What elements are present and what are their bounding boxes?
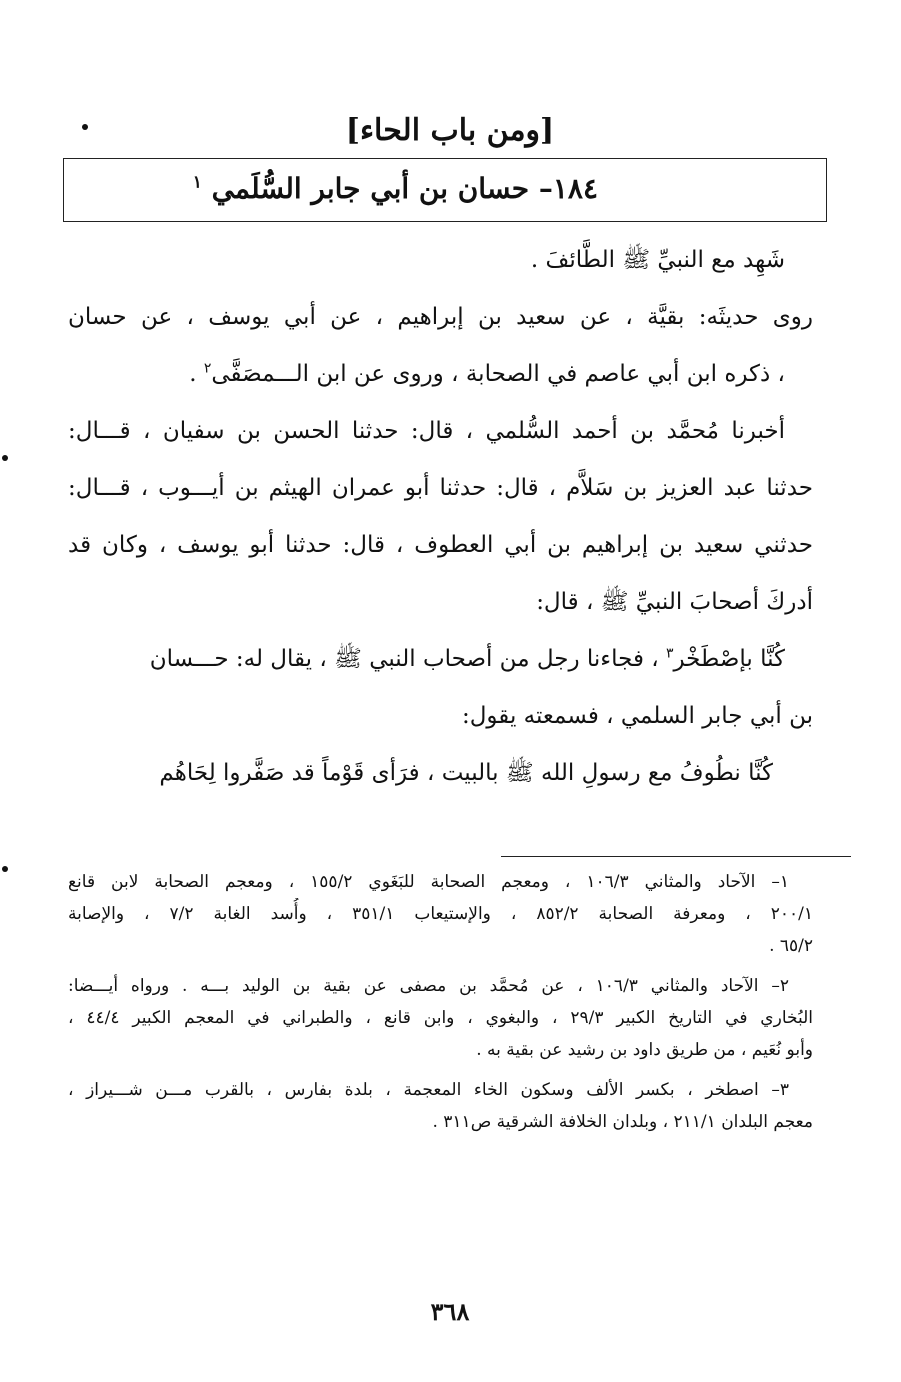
body-line-text: ، ذكره ابن أبي عاصم في الصحابة ، وروى عن ابن الـــمصَفَّى bbox=[211, 361, 785, 387]
body-line: كُنَّا نطُوفُ مع رسولِ الله ﷺ بالبيت ، فرَأى قَوْماً قد صَفَّروا لِحَاهُم bbox=[159, 760, 773, 786]
footnotes bbox=[68, 866, 813, 1138]
body-line: أدركَ أصحابَ النبيِّ ﷺ ، قال: bbox=[536, 589, 813, 615]
footnote-ref-2: ٢ bbox=[203, 360, 212, 377]
entry-footnote-ref: ١ bbox=[192, 171, 202, 192]
footnote-divider bbox=[501, 856, 851, 857]
footnote-line: معجم البلدان ٢١١/١ ، وبلدان الخلافة الشرقية ص٣١١ . bbox=[432, 1112, 813, 1132]
footnote-ref-3: ٣ bbox=[666, 645, 674, 662]
margin-dot-right-2 bbox=[2, 866, 8, 872]
margin-dot-top bbox=[82, 124, 88, 130]
body-line: بن أبي جابر السلمي ، فسمعته يقول: bbox=[461, 703, 813, 729]
entry-title bbox=[193, 167, 598, 211]
margin-dot-right-1 bbox=[2, 455, 8, 461]
page-number: ٣٦٨ bbox=[430, 1297, 470, 1326]
body-line: شَهِد مع النبيِّ ﷺ الطَّائفَ . bbox=[530, 247, 785, 273]
body-line: أخبرنا مُحمَّد بن أحمد السُّلمي ، قال: حدثنا الحسن بن سفيان ، قـــال: bbox=[68, 418, 785, 444]
body-line-tail: ، فجاءنا رجل من أصحاب النبي ﷺ ، يقال له: حـــسان bbox=[149, 646, 659, 672]
footnote-line: ٦٥/٢ . bbox=[769, 936, 813, 956]
body-line: حدثنا عبد العزيز بن سَلاَّم ، قال: حدثنا أبو عمران الهيثم بن أيـــوب ، قـــال: bbox=[68, 475, 813, 501]
body-line bbox=[68, 346, 813, 403]
body-line bbox=[68, 631, 813, 688]
entry-title-box bbox=[63, 158, 827, 222]
footnote-line: البُخاري في التاريخ الكبير ٢٩/٣ ، والبغوي ، وابن قانع ، والطبراني في المعجم الكبير ٤٤/٤ ، bbox=[68, 1008, 813, 1028]
body-line: حدثني سعيد بن إبراهيم بن أبي العطوف ، قال: حدثنا أبو يوسف ، وكان قد bbox=[68, 532, 813, 558]
section-heading: [ومن باب الحاء] bbox=[345, 113, 555, 148]
body-line-tail: . bbox=[189, 361, 204, 387]
body-line-text: كُنَّا بإصْطَخْر bbox=[673, 646, 785, 672]
entry-title-text: ١٨٤– حسان بن أبي جابر السُّلَمي bbox=[211, 172, 598, 205]
body-text bbox=[68, 232, 813, 802]
footnote-line: وأبو نُعَيم ، من طريق داود بن رشيد عن بقية به . bbox=[476, 1040, 813, 1060]
footnote-line: ٢– الآحاد والمثاني ١٠٦/٣ ، عن مُحمَّد بن مصفى عن بقية بن الوليد بـــه . ورواه أيـــضا: bbox=[68, 976, 789, 996]
footnote-line: ٣– اصطخر ، بكسر الألف وسكون الخاء المعجمة ، بلدة بفارس ، بالقرب مـــن شـــيراز ، bbox=[68, 1080, 789, 1100]
footnote-line: ٢٠٠/١ ، ومعرفة الصحابة ٨٥٢/٢ ، والإستيعاب ٣٥١/١ ، وأُسد الغابة ٧/٢ ، والإصابة bbox=[68, 904, 813, 924]
footnote-line: ١– الآحاد والمثاني ١٠٦/٣ ، ومعجم الصحابة للبَغَوي ١٥٥/٢ ، ومعجم الصحابة لابن قانع bbox=[68, 872, 789, 892]
body-line: روى حديثَه: بقيَّة ، عن سعيد بن إبراهيم ، عن أبي يوسف ، عن حسان bbox=[68, 304, 813, 330]
